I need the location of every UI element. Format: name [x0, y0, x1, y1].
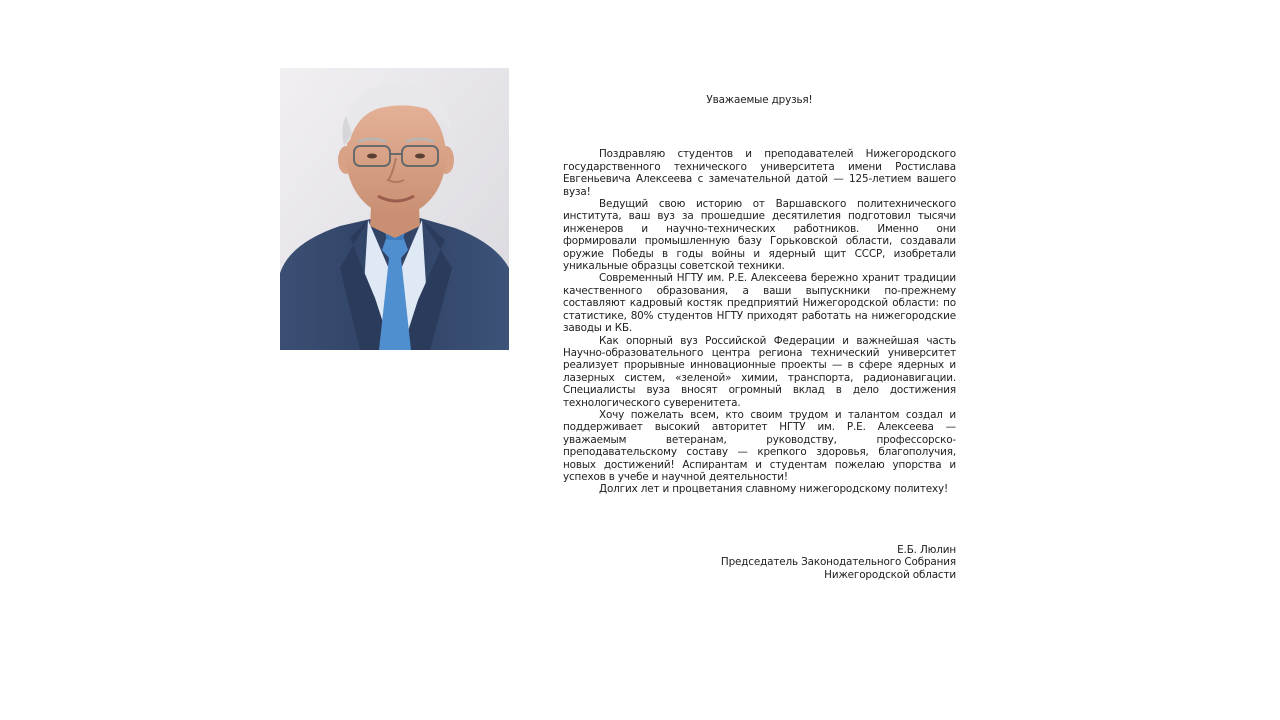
- portrait-illustration: [280, 68, 509, 350]
- paragraph: Как опорный вуз Российской Федерации и важнейшая часть Научно-образовательного центра региона технический университет реализует прорывные инновационные проекты — в сфере ядерных и лазерных систем, «зеленой» химии, транспорта, радионавигации. Специалисты вуза вносят огромный вклад в дело достижения технологического суверенитета.: [563, 334, 956, 409]
- paragraph: Поздравляю студентов и преподавателей Нижегородского государственного технического университета имени Ростислава Евгеньевича Алексеева с замечательной датой — 125-летием вашего вуза!: [563, 148, 956, 198]
- letter-body: [563, 148, 956, 495]
- letter: [563, 94, 956, 581]
- paragraph: Ведущий свою историю от Варшавского политехнического института, ваш вуз за прошедшие десятилетия подготовил тысячи инженеров и научно-технических работников. Именно они формировали промышленную базу Горьковской области, создавали оружие Победы в годы войны и ядерный щит СССР, изобретали уникальные образцы советской техники.: [563, 198, 956, 273]
- signature-name: Е.Б. Люлин: [897, 543, 956, 556]
- signature-block: [563, 544, 956, 581]
- signature-region: Нижегородской области: [824, 568, 956, 581]
- paragraph: Современный НГТУ им. Р.Е. Алексеева бережно хранит традиции качественного образования, а ваши выпускники по-прежнему составляют кадровый костяк предприятий Нижегородской области: по статистике, 80% студентов НГТУ приходят работать на нижегородские заводы и КБ.: [563, 272, 956, 335]
- signature-position: Председатель Законодательного Собрания: [720, 556, 956, 569]
- portrait-photo: [280, 68, 509, 350]
- letter-greeting: Уважаемые друзья!: [706, 94, 813, 106]
- paragraph: Хочу пожелать всем, кто своим трудом и талантом создал и поддерживает высокий авторитет НГТУ им. Р.Е. Алексеева — уважаемым ветеранам, руководству, профессорско-преподавательскому составу — крепкого здоровья, благополучия, новых достижений! Аспирантам и студентам пожелаю упорства и успехов в учебе и научной деятельности!: [563, 408, 956, 483]
- paragraph: Долгих лет и процветания славному нижегородскому политеху!: [599, 483, 949, 496]
